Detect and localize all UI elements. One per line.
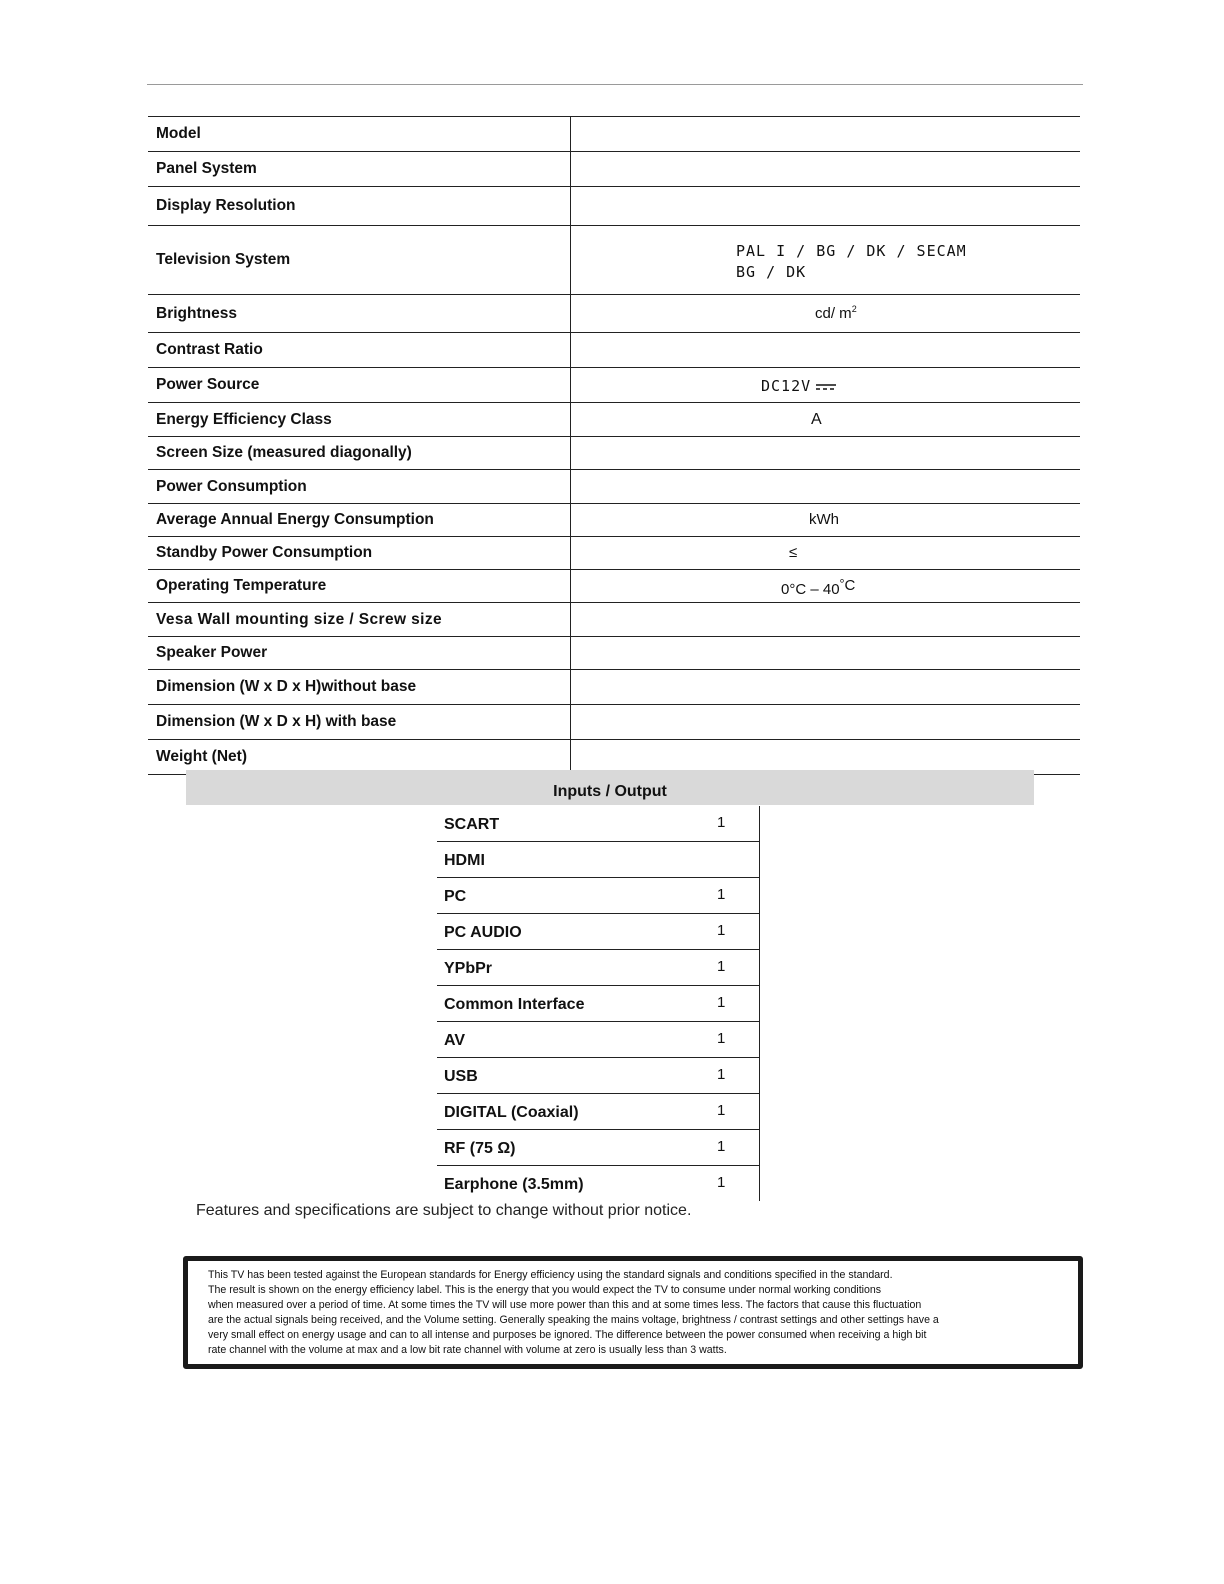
- io-count: 1: [717, 1102, 726, 1119]
- disclaimer-text: Features and specifications are subject to change without prior notice.: [196, 1202, 692, 1219]
- io-row: [437, 914, 759, 950]
- io-label: PC: [444, 888, 467, 905]
- io-label: HDMI: [444, 852, 485, 869]
- spec-row-power-consumption: [148, 470, 1080, 504]
- spec-label: Dimension (W x D x H) with base: [156, 713, 397, 730]
- spec-row-power-source: [148, 368, 1080, 403]
- spec-row-contrast-ratio: [148, 333, 1080, 368]
- energy-notice-box: [183, 1256, 1083, 1369]
- io-label: Common Interface: [444, 996, 585, 1013]
- spec-label: Television System: [156, 251, 291, 268]
- spec-row-panel-system: [148, 152, 1080, 187]
- io-row: [437, 806, 759, 842]
- spec-row-screen-size: [148, 437, 1080, 470]
- spec-label: Contrast Ratio: [156, 341, 263, 358]
- io-table: [437, 806, 760, 1201]
- io-label: PC AUDIO: [444, 924, 522, 941]
- io-row: [437, 842, 759, 878]
- energy-notice-line: when measured over a period of time. At some times the TV will use more power than this and at some times less. The factors that cause this fluctuation: [208, 1299, 922, 1311]
- spec-label: Vesa Wall mounting size / Screw size: [156, 610, 443, 628]
- spec-label: Weight (Net): [156, 748, 247, 765]
- io-row: [437, 1058, 759, 1094]
- spec-value: DC12V: [761, 377, 812, 395]
- header-rule: [147, 84, 1083, 85]
- io-label: DIGITAL (Coaxial): [444, 1104, 579, 1121]
- io-row: [437, 1130, 759, 1166]
- spec-table: [148, 116, 1080, 775]
- spec-value: cd/ $m^2$: [815, 304, 857, 322]
- io-count: 1: [717, 1138, 726, 1155]
- spec-row-brightness: [148, 295, 1080, 333]
- energy-notice-line: are the actual signals being received, and the Volume setting. Generally speaking the mains voltage, brightness / contrast settings and other settings have a: [208, 1314, 939, 1326]
- spec-label: Panel System: [156, 160, 257, 177]
- io-row: [437, 950, 759, 986]
- spec-label: Brightness: [156, 304, 237, 322]
- io-row: [437, 1022, 759, 1058]
- spec-row-energy-efficiency-class: [148, 403, 1080, 437]
- io-row: [437, 1094, 759, 1130]
- io-count: 1: [717, 1030, 726, 1047]
- io-count: 1: [717, 814, 726, 831]
- io-count: 1: [717, 994, 726, 1011]
- spec-value: A: [811, 411, 822, 428]
- io-label: USB: [444, 1068, 478, 1085]
- io-count: 1: [717, 922, 726, 939]
- io-count: 1: [717, 958, 726, 975]
- io-row: [437, 1166, 759, 1201]
- spec-label: Power Consumption: [156, 477, 307, 495]
- energy-notice-line: very small effect on energy usage and can to all intense and purposes be ignored. The difference between the power consumed when receiving a high bit: [208, 1329, 927, 1341]
- io-label: YPbPr: [444, 960, 493, 977]
- spec-value: PAL I / BG / DK / SECAM: [736, 242, 967, 260]
- io-label: RF (75 Ω): [444, 1140, 516, 1157]
- spec-label: Standby Power Consumption: [156, 544, 373, 561]
- energy-notice-line: This TV has been tested against the European standards for Energy efficiency using the standard signals and conditions specified in the standard.: [208, 1269, 893, 1281]
- io-section-title: Inputs / Output: [186, 770, 1034, 805]
- spec-row-standby-power: [148, 537, 1080, 570]
- io-count: 1: [717, 1174, 726, 1191]
- spec-label: Model: [156, 125, 201, 142]
- spec-row-dimension-without-base: [148, 670, 1080, 705]
- spec-row-dimension-with-base: [148, 705, 1080, 740]
- spec-row-television-system: [148, 226, 1080, 295]
- energy-notice-line: rate channel with the volume at max and a low bit rate channel with volume at zero is usually less than 3 watts.: [208, 1344, 727, 1356]
- spec-label: Speaker Power: [156, 644, 268, 661]
- spec-row-model: [148, 117, 1080, 152]
- spec-row-display-resolution: [148, 187, 1080, 226]
- io-count: 1: [717, 886, 726, 903]
- dc-symbol-icon: [815, 383, 837, 391]
- spec-label: Energy Efficiency Class: [156, 410, 332, 428]
- spec-row-operating-temperature: [148, 570, 1080, 603]
- spec-row-annual-energy: [148, 504, 1080, 537]
- spec-label: Average Annual Energy Consumption: [156, 511, 434, 528]
- spec-value: kWh: [809, 511, 839, 528]
- spec-value: ≤: [789, 544, 798, 561]
- spec-value: 0°C – 40°C: [781, 577, 856, 598]
- io-row: [437, 986, 759, 1022]
- spec-label: Power Source: [156, 376, 260, 393]
- spec-label: Display Resolution: [156, 197, 296, 214]
- spec-row-vesa: [148, 603, 1080, 637]
- spec-row-speaker-power: [148, 637, 1080, 670]
- io-count: 1: [717, 1066, 726, 1083]
- spec-label: Dimension (W x D x H)without base: [156, 678, 417, 695]
- io-row: [437, 878, 759, 914]
- spec-value: BG / DK: [736, 263, 807, 281]
- io-label: AV: [444, 1032, 466, 1049]
- spec-label: Screen Size (measured diagonally): [156, 444, 412, 461]
- io-label: SCART: [444, 816, 500, 833]
- io-label: Earphone (3.5mm): [444, 1176, 584, 1193]
- energy-notice-line: The result is shown on the energy efficiency label. This is the energy that you would expect the TV to consume under normal working conditions: [208, 1284, 882, 1296]
- spec-label: Operating Temperature: [156, 577, 327, 594]
